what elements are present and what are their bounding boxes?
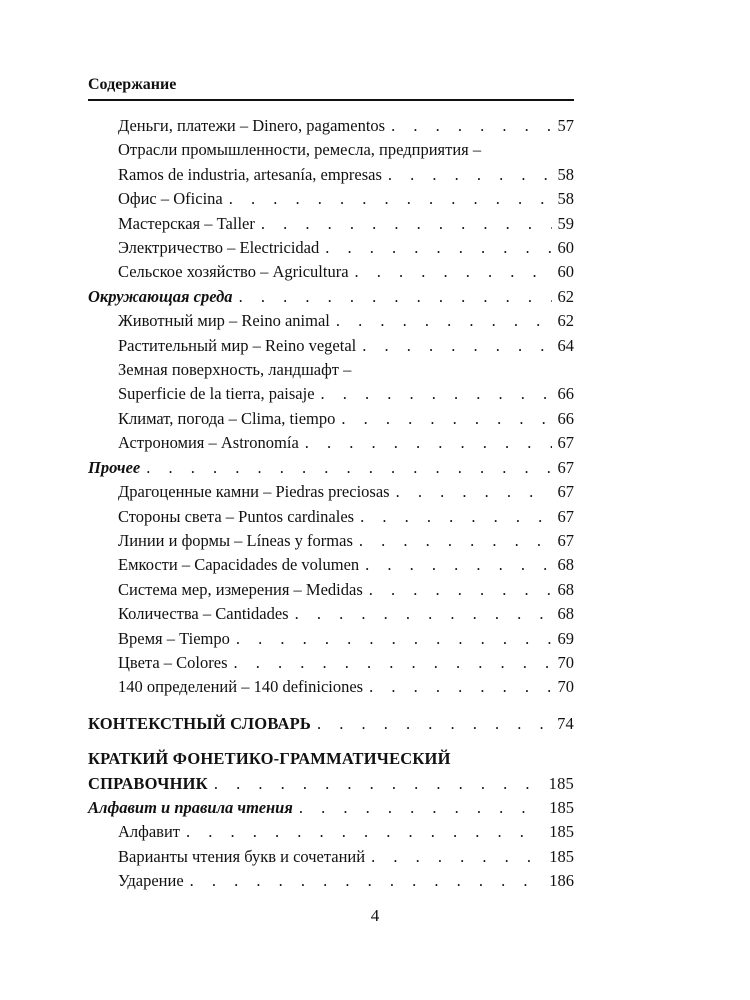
toc-entry-title: Superficie de la tierra, paisaje	[118, 384, 315, 404]
leader-dots	[190, 869, 544, 893]
leader-dots	[325, 236, 551, 260]
table-of-contents	[88, 114, 574, 894]
leader-dots	[239, 285, 552, 309]
toc-chapter-title: СПРАВОЧНИК	[88, 773, 208, 793]
toc-section	[88, 285, 574, 309]
leader-dots	[369, 675, 551, 699]
leader-dots	[365, 553, 551, 577]
toc-section-title: Алфавит и правила чтения	[88, 797, 293, 817]
leader-dots	[362, 334, 551, 358]
toc-entry-title: Стороны света – Puntos cardinales	[118, 506, 355, 526]
toc-entry-page: 70	[557, 652, 574, 672]
leader-dots	[341, 407, 551, 431]
leader-dots	[369, 578, 552, 602]
toc-section	[88, 796, 574, 820]
toc-entry-title: Мастерская – Taller	[118, 213, 255, 233]
toc-entry-page: 67	[557, 482, 574, 502]
toc-entry	[88, 505, 574, 529]
toc-entry-title: Система мер, измерения – Medidas	[118, 579, 363, 599]
leader-dots	[321, 382, 552, 406]
toc-entry-title-line1: Земная поверхность, ландшафт –	[118, 360, 352, 380]
toc-entry-page: 60	[557, 262, 574, 282]
toc-entry	[88, 187, 574, 211]
toc-entry	[88, 675, 574, 699]
toc-entry-page: 185	[549, 822, 574, 842]
toc-entry-page: 64	[557, 335, 574, 355]
toc-entry-title: Время – Tiempo	[118, 628, 230, 648]
toc-section-title: Прочее	[88, 457, 141, 477]
leader-dots	[391, 114, 551, 138]
toc-entry-title: Ударение	[118, 871, 184, 891]
toc-chapter	[88, 712, 574, 736]
leader-dots	[214, 772, 543, 796]
toc-entry-page: 185	[549, 846, 574, 866]
toc-entry	[88, 431, 574, 455]
leader-dots	[355, 260, 552, 284]
toc-entry	[88, 578, 574, 602]
toc-entry-title: Ramos de industria, artesanía, empresas	[118, 164, 382, 184]
toc-entry	[88, 407, 574, 431]
toc-chapter-title-line1: КРАТКИЙ ФОНЕТИКО-ГРАММАТИЧЕСКИЙ	[88, 749, 451, 769]
toc-entry	[88, 480, 574, 504]
toc-entry	[88, 845, 574, 869]
toc-entry-page: 58	[557, 189, 574, 209]
leader-dots	[359, 529, 552, 553]
toc-entry-title: Растительный мир – Reino vegetal	[118, 335, 357, 355]
toc-entry-title: Линии и формы – Líneas y formas	[118, 530, 353, 550]
toc-entry-title: Животный мир – Reino animal	[118, 311, 330, 331]
toc-entry-title: Алфавит	[118, 822, 180, 842]
toc-entry	[88, 138, 574, 187]
toc-entry-page: 74	[557, 713, 574, 733]
toc-entry-page: 62	[557, 286, 574, 306]
page-number: 4	[370, 906, 380, 925]
toc-entry-page: 69	[557, 628, 574, 648]
toc-entry	[88, 236, 574, 260]
toc-chapter	[88, 747, 574, 796]
toc-entry-page: 68	[557, 579, 574, 599]
toc-entry-page: 185	[548, 773, 574, 793]
toc-entry-page: 59	[557, 213, 574, 233]
toc-entry-title: Варианты чтения букв и сочетаний	[118, 846, 366, 866]
toc-entry-page: 66	[557, 384, 574, 404]
toc-entry-title-line1: Отрасли промышленности, ремесла, предприятия –	[118, 140, 482, 160]
toc-entry-title: Офис – Oficina	[118, 189, 223, 209]
toc-entry	[88, 627, 574, 651]
leader-dots	[236, 627, 552, 651]
toc-chapter-title: КОНТЕКСТНЫЙ СЛОВАРЬ	[88, 713, 312, 733]
toc-entry	[88, 309, 574, 333]
toc-entry	[88, 602, 574, 626]
toc-entry-title: Деньги, платежи – Dinero, pagamentos	[118, 116, 386, 135]
toc-entry	[88, 869, 574, 893]
toc-entry-title: Астрономия – Astronomía	[118, 433, 299, 453]
toc-entry-title: Цвета – Colores	[118, 652, 228, 672]
leader-dots	[295, 602, 552, 626]
page-header: Содержание	[88, 74, 574, 101]
toc-entry-title: Емкости – Capacidades de volumen	[118, 555, 360, 575]
toc-entry-page: 62	[557, 311, 574, 331]
toc-entry-page: 67	[557, 530, 574, 550]
toc-entry-page: 67	[557, 433, 574, 453]
toc-entry-title: Сельское хозяйство – Agricultura	[118, 262, 349, 282]
toc-entry-title: Электричество – Electricidad	[118, 238, 320, 258]
leader-dots	[261, 212, 552, 236]
toc-entry	[88, 260, 574, 284]
leader-dots	[305, 431, 552, 455]
leader-dots	[336, 309, 552, 333]
toc-section-title: Окружающая среда	[88, 286, 233, 306]
toc-entry	[88, 553, 574, 577]
leader-dots	[146, 456, 551, 480]
leader-dots	[371, 845, 543, 869]
toc-entry-page: 186	[549, 871, 574, 891]
toc-entry	[88, 334, 574, 358]
toc-entry	[88, 114, 574, 138]
toc-entry	[88, 212, 574, 236]
leader-dots	[317, 712, 551, 736]
toc-entry-title: Количества – Cantidades	[118, 604, 289, 624]
toc-entry-page: 66	[557, 408, 574, 428]
toc-entry-page: 67	[557, 457, 574, 477]
leader-dots	[388, 163, 552, 187]
leader-dots	[360, 505, 551, 529]
toc-entry	[88, 651, 574, 675]
toc-section	[88, 456, 574, 480]
toc-entry-page: 185	[549, 797, 574, 817]
leader-dots	[229, 187, 552, 211]
toc-entry-title: Климат, погода – Clima, tiempo	[118, 408, 336, 428]
leader-dots	[299, 796, 543, 820]
toc-entry-page: 68	[557, 604, 574, 624]
toc-entry-title: Драгоценные камни – Piedras preciosas	[118, 482, 390, 502]
toc-entry-page: 60	[557, 238, 574, 258]
toc-entry-title: 140 определений – 140 definiciones	[118, 677, 364, 697]
toc-entry-page: 70	[557, 677, 574, 697]
toc-entry-page: 58	[557, 164, 574, 184]
leader-dots	[396, 480, 552, 504]
toc-entry-page: 57	[557, 116, 574, 135]
toc-entry	[88, 820, 574, 844]
toc-entry-page: 67	[557, 506, 574, 526]
leader-dots	[186, 820, 543, 844]
toc-entry-page: 68	[557, 555, 574, 575]
toc-entry	[88, 358, 574, 407]
toc-entry	[88, 529, 574, 553]
leader-dots	[234, 651, 552, 675]
